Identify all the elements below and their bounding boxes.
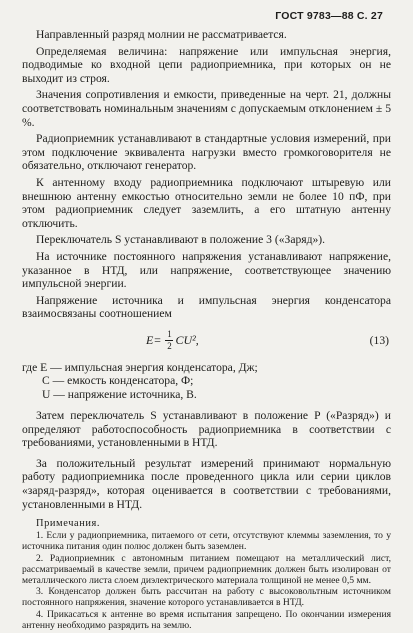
paragraph: На источнике постоянного напряжения устанавливают напряжение, указанное в НТД, или напряжение, соответствующее значению импульсной энергии.: [22, 249, 391, 291]
paragraph: Переключатель S устанавливают в положение 3 («Заряд»).: [36, 233, 326, 247]
paragraph: Определяемая величина: напряжение или импульсная энергия, подводимые ко входной цепи радиоприемника, при которых он не выходит из строя.: [22, 44, 391, 85]
definition-row: где E — импульсная энергия конденсатора, Дж;: [22, 360, 258, 374]
paragraph: Затем переключатель S устанавливают в положение P («Разряд») и определяют работоспособность радиоприемника в соответствии с требованиями, установленными в НТД.: [22, 409, 391, 450]
note-item: 3. Конденсатор должен быть рассчитан на работу с высоковольтным источником постоянного напряжения, значение которого устанавливается в НТД.: [22, 586, 391, 609]
formula-13: [22, 323, 391, 359]
paragraph: Радиоприемник устанавливают в стандартные условия измерений, при этом подключение эквивалента нагрузки вместо громкоговорителя не обязательно, отключают генератор.: [22, 132, 391, 173]
formula-lhs: E=: [146, 333, 162, 348]
body-text: [22, 28, 391, 321]
paragraph: Напряжение источника и импульсная энергия конденсатора взаимосвязаны соотношением: [22, 293, 391, 321]
body-text-2: [22, 409, 391, 511]
formula-rhs: CU²,: [175, 333, 199, 348]
note-item: 4. Прикасаться к антенне во время испытания запрещено. По окончании измерения антенну необходимо разрядить на землю.: [22, 608, 391, 631]
definition-row: U — напряжение источника, В.: [42, 387, 197, 401]
fraction-denominator: 2: [167, 341, 172, 352]
definition-row: C — емкость конденсатора, Ф;: [42, 374, 194, 388]
formula-fraction: [165, 330, 173, 351]
notes-list: [22, 530, 391, 631]
note-item: 1. Если у радиоприемника, питаемого от сети, отсутствуют клеммы заземления, то у источника питания один полюс должен быть заземлен.: [22, 530, 391, 553]
formula-expression: [146, 330, 199, 351]
note-item: 2. Радиоприемник с автономным питанием помещают на металлический лист, рассматриваемый в качестве земли, причем радиоприемник должен быть изолирован от металлического листа слоем диэлектрического материала толщиной не менее 0,5 мм.: [22, 552, 391, 587]
page-header: ГОСТ 9783—88 С. 27: [275, 10, 383, 22]
paragraph: К антенному входу радиоприемника подключают штыревую или внешнюю антенну емкостью относительно земли не более 10 пФ, при этом радиоприемник следует заземлить, а его штатную антенну отключить.: [22, 175, 391, 230]
paragraph: Значения сопротивления и емкости, приведенные на черт. 21, должны соответствовать номинальным значениям с допускаемым отклонением ± 5 %.: [22, 88, 391, 129]
notes-title: Примечания.: [36, 518, 101, 530]
paragraph: Направленный разряд молнии не рассматривается.: [36, 28, 287, 41]
paragraph: За положительный результат измерений принимают нормальную работу радиоприемника после проведенного цикла или серии циклов «заряд-разряд», которая оценивается в соответствии с требованиями, установленными в НТД.: [22, 456, 391, 511]
fraction-numerator: 1: [167, 329, 172, 340]
equation-number: (13): [369, 334, 389, 348]
formula-definitions: [22, 361, 391, 401]
